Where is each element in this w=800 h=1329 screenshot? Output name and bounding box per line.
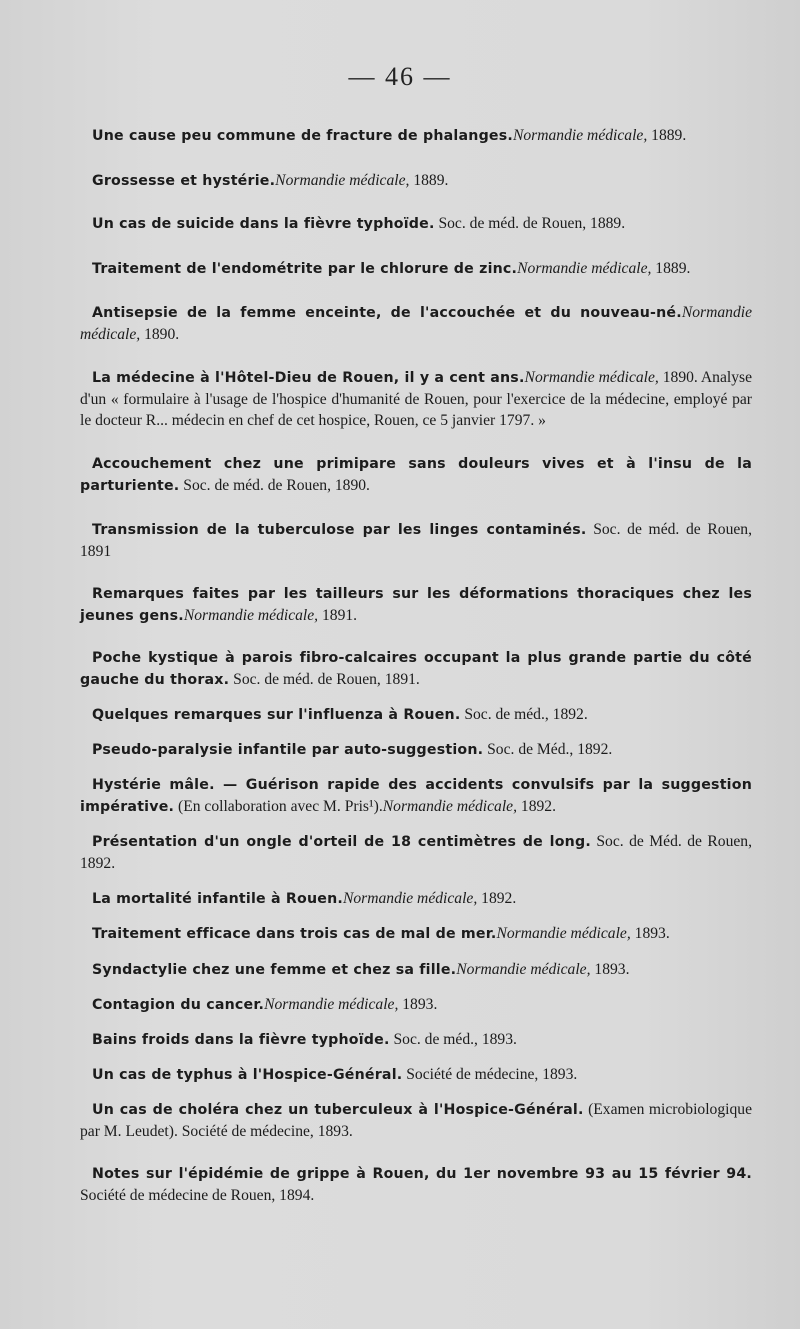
bibliography-entry <box>80 647 752 691</box>
entry-title: Présentation d'un ongle d'orteil de 18 centimètres de long. <box>92 834 591 850</box>
entry-citation: Société de médecine, 1893. <box>402 1066 578 1083</box>
entry-journal: Normandie médicale, <box>382 798 518 815</box>
entry-title: Accouchement chez une primipare sans douleurs vives et à l'insu de la parturiente. <box>80 456 752 494</box>
bibliography-entry <box>80 583 752 627</box>
bibliography-entry <box>80 302 752 345</box>
entry-title: La mortalité infantile à Rouen. <box>92 891 343 907</box>
entry-title: Syndactylie chez une femme et chez sa fille. <box>92 962 457 978</box>
bibliography-entry <box>80 170 752 192</box>
entry-title: Traitement de l'endométrite par le chlorure de zinc. <box>92 261 518 277</box>
entry-title: Quelques remarques sur l'influenza à Rouen. <box>92 707 461 723</box>
entry-journal: Normandie médicale, <box>342 890 478 907</box>
entry-citation: Soc. de méd. de Rouen, 1891. <box>229 671 420 688</box>
entry-citation: 1889. <box>647 127 687 144</box>
entry-journal: Normandie médicale, <box>496 925 631 942</box>
entry-citation: 1889. <box>651 260 691 277</box>
entry-citation: 1890. Analyse d'un « formulaire à l'usage de l'hospice d'humanité de Rouen, pour l'exercice de la médecine, employé par le docteur R... médecin en chef de cet hospice, Rouen, ce 5 janvier 1797. » <box>80 369 752 429</box>
entry-citation: 1893. <box>590 961 630 978</box>
entry-title: Contagion du cancer. <box>92 997 265 1013</box>
bibliography-entry <box>80 1064 752 1086</box>
bibliography-entry <box>80 774 752 818</box>
entry-citation: Soc. de méd. de Rouen, 1891 <box>80 521 752 560</box>
entry-citation: 1893. <box>630 925 670 942</box>
entry-citation: Société de médecine de Rouen, 1894. <box>80 1187 315 1204</box>
entry-journal: Normandie médicale, <box>517 260 652 277</box>
bibliography-entry <box>80 1163 752 1206</box>
entry-citation: Soc. de méd. de Rouen, 1890. <box>179 477 370 494</box>
entry-title: Grossesse et hystérie. <box>92 173 276 189</box>
bibliography-entry <box>80 959 752 981</box>
entry-citation: Soc. de Méd. de Rouen, 1892. <box>80 833 752 872</box>
entry-journal: Normandie médicale, <box>275 172 410 189</box>
entry-citation: 1889. <box>409 172 449 189</box>
bibliography-entry <box>80 831 752 874</box>
entry-journal: Normandie médicale, <box>456 961 591 978</box>
entry-title: Antisepsie de la femme enceinte, de l'accouchée et du nouveau-né. <box>92 305 682 321</box>
entry-title: Transmission de la tuberculose par les linges contaminés. <box>92 522 587 538</box>
page-number: — 46 — <box>348 62 452 91</box>
bibliography-entry <box>80 258 752 280</box>
entry-title: Hystérie mâle. — Guérison rapide des accidents convulsifs par la suggestion impérative. <box>80 777 752 815</box>
bibliography-entry <box>80 367 752 431</box>
entry-citation: Soc. de méd., 1892. <box>460 706 588 723</box>
entry-citation: 1892. <box>517 798 556 815</box>
bibliography-entry <box>80 888 752 910</box>
entry-title: Pseudo-paralysie infantile par auto-suggestion. <box>92 742 484 758</box>
entry-title: Traitement efficace dans trois cas de mal de mer. <box>92 926 497 942</box>
bibliography-entry <box>80 923 752 945</box>
entry-citation: 1893. <box>398 996 438 1013</box>
entry-title: La médecine à l'Hôtel-Dieu de Rouen, il y a cent ans. <box>92 370 525 386</box>
entry-journal: Normandie médicale, <box>183 607 319 624</box>
bibliography-entry <box>80 994 752 1016</box>
entry-title: Un cas de choléra chez un tuberculeux à l'Hospice-Général. <box>92 1102 584 1118</box>
entry-journal: Normandie médicale, <box>264 996 399 1013</box>
entry-title: Remarques faites par les tailleurs sur les déformations thoraciques chez les jeunes gens. <box>80 586 752 624</box>
entry-citation: Soc. de méd. de Rouen, 1889. <box>434 215 626 232</box>
entry-journal: Normandie médicale, <box>524 369 659 386</box>
bibliography-list <box>80 125 752 1206</box>
entry-citation: (En collaboration avec M. Pris¹). <box>174 798 383 815</box>
entry-title: Bains froids dans la fièvre typhoïde. <box>92 1032 390 1048</box>
entry-title: Une cause peu commune de fracture de phalanges. <box>92 128 513 144</box>
bibliography-entry <box>80 739 752 761</box>
entry-title: Poche kystique à parois fibro-calcaires occupant la plus grande partie du côté gauche du thorax. <box>80 650 752 688</box>
bibliography-entry <box>80 1099 752 1142</box>
bibliography-entry <box>80 125 752 147</box>
bibliography-entry <box>80 519 752 562</box>
bibliography-entry <box>80 453 752 497</box>
entry-citation: (Examen microbiologique par M. Leudet). Société de médecine, 1893. <box>80 1101 752 1140</box>
bibliography-entry <box>80 704 752 726</box>
entry-title: Notes sur l'épidémie de grippe à Rouen, du 1er novembre 93 au 15 février 94. <box>92 1166 752 1182</box>
entry-citation: Soc. de Méd., 1892. <box>483 741 613 758</box>
entry-citation: Soc. de méd., 1893. <box>389 1031 517 1048</box>
entry-citation: 1892. <box>477 890 517 907</box>
entry-title: Un cas de typhus à l'Hospice-Général. <box>92 1067 403 1083</box>
entry-journal: Normandie médicale, <box>512 127 648 144</box>
entry-journal: Normandie médicale, <box>80 304 752 343</box>
entry-title: Un cas de suicide dans la fièvre typhoïde. <box>92 216 435 232</box>
bibliography-entry <box>80 213 752 235</box>
entry-citation: 1891. <box>318 607 358 624</box>
entry-citation: 1890. <box>140 326 180 343</box>
bibliography-entry <box>80 1029 752 1051</box>
